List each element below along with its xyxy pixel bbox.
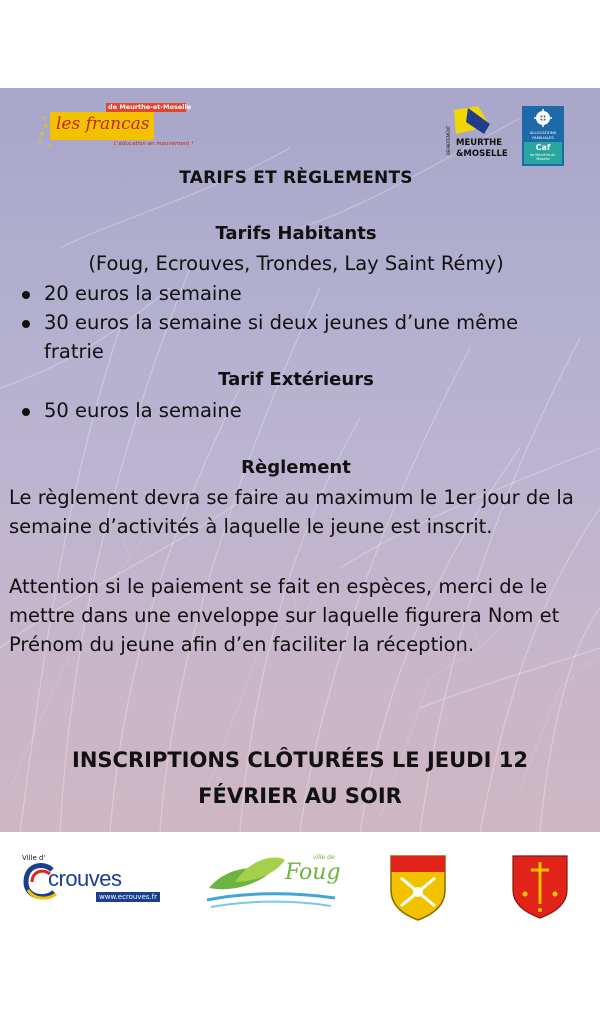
ecrouves-name: crouves bbox=[48, 866, 122, 891]
bullet-text: 50 euros la semaine bbox=[44, 399, 242, 422]
ecrouves-logo bbox=[18, 854, 158, 906]
habitants-heading: Tarifs Habitants bbox=[215, 223, 377, 244]
reglement-heading: Règlement bbox=[241, 457, 351, 478]
francas-logo bbox=[36, 102, 194, 152]
list-item bbox=[22, 308, 582, 366]
coat-of-arms-2 bbox=[511, 854, 569, 920]
bullet-dot-icon bbox=[22, 320, 30, 328]
coat-of-arms-1 bbox=[389, 854, 447, 922]
habitants-towns: (Foug, Ecrouves, Trondes, Lay Saint Rémy) bbox=[88, 252, 504, 275]
tarifs-content bbox=[0, 88, 600, 832]
francas-name: les francas bbox=[56, 114, 150, 134]
departement-vertical: DEPARTEMENT bbox=[446, 125, 452, 156]
list-item bbox=[22, 396, 582, 425]
caf-line2: FAMILIALES bbox=[532, 135, 554, 140]
caf-bottom bbox=[524, 142, 562, 164]
background-panel bbox=[0, 88, 600, 832]
exterieurs-heading: Tarif Extérieurs bbox=[218, 369, 374, 390]
bullet-text: 30 euros la semaine si deux jeunes d’une même fratrie bbox=[44, 311, 519, 363]
closing-line-1: INSCRIPTIONS CLÔTURÉES LE JEUDI 12 bbox=[72, 748, 528, 772]
bullet-text: 20 euros la semaine bbox=[44, 282, 242, 305]
departement-line1: MEURTHE bbox=[456, 138, 503, 148]
reglement-paragraph-2: Attention si le paiement se fait en espèces, merci de le mettre dans une enveloppe sur laquelle figurera Nom et Prénom du jeune afin d’en faciliter la réception. bbox=[9, 575, 560, 656]
foug-name: Foug bbox=[285, 860, 341, 885]
caf-name: Caf bbox=[535, 143, 551, 152]
ecrouves-url: www.ecrouves.fr bbox=[96, 892, 160, 902]
page-title: TARIFS ET RÈGLEMENTS bbox=[179, 168, 413, 188]
shield-sword-icon bbox=[511, 854, 569, 920]
closing-line-2: FÉVRIER AU SOIR bbox=[198, 784, 402, 808]
departement-line2: &MOSELLE bbox=[456, 149, 508, 159]
foug-prefix: ville de bbox=[313, 854, 335, 861]
caf-logo bbox=[522, 106, 564, 166]
francas-tagline: L'éducation en mouvement ! bbox=[114, 141, 194, 147]
departement-logo bbox=[444, 104, 508, 166]
reglement-paragraph-1: Le règlement devra se faire au maximum le 1er jour de la semaine d’activités à laquelle le jeune est inscrit. bbox=[9, 486, 574, 538]
caf-line1: ALLOCATIONS bbox=[529, 130, 557, 135]
list-item bbox=[22, 279, 582, 308]
foug-logo bbox=[205, 852, 340, 912]
caf-emblem-icon bbox=[522, 107, 564, 129]
caf-sub: de Meurthe-et-Moselle bbox=[529, 153, 557, 161]
shield-swords-icon bbox=[389, 854, 447, 922]
ecrouves-prefix: Ville d' bbox=[22, 854, 46, 862]
footer-logos bbox=[0, 832, 600, 1024]
francas-region: de Meurthe-et-Moselle bbox=[108, 103, 192, 111]
bullet-dot-icon bbox=[22, 291, 30, 299]
bullet-dot-icon bbox=[22, 408, 30, 416]
